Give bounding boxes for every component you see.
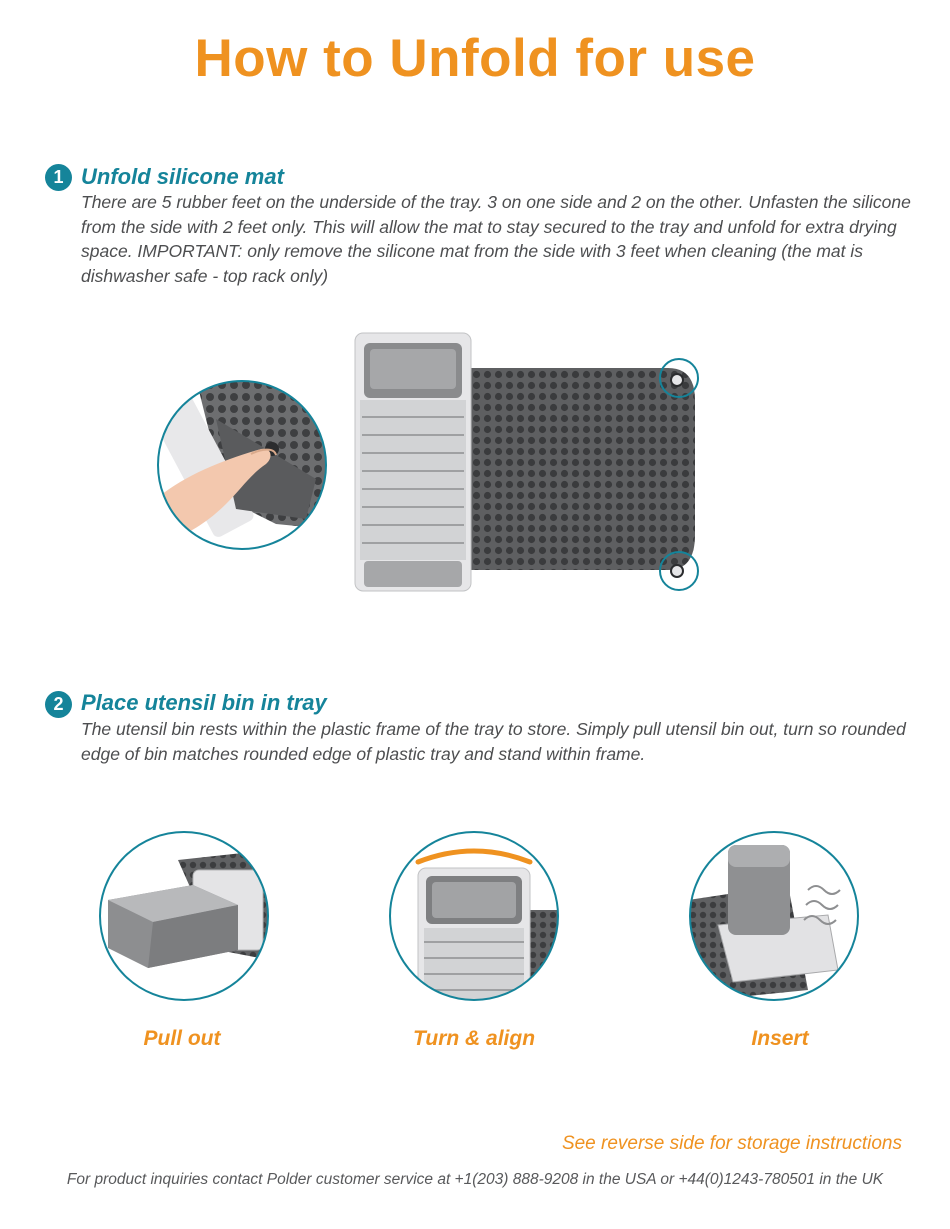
step-2-number-badge: 2: [45, 691, 72, 718]
insert-caption: Insert: [751, 1027, 809, 1050]
pull-out-bin-image: [98, 830, 270, 1002]
mat-unfasten-detail-image: [156, 379, 328, 551]
step-1-text: There are 5 rubber feet on the underside of the tray. 3 on one side and 2 on the other. Unfasten the silicone from the side with 2 feet only. This will allow the mat to stay secured to the tray and unfold for extra drying space. IMPORTANT: only remove the silicone mat from the side with 3 feet when cleaning (the mat is dishwasher safe - top rack only): [81, 192, 911, 286]
customer-service-contact: For product inquiries contact Polder customer service at +1(203) 888-9208 in the USA or +44(0)1243-780501 in the UK: [66, 1171, 884, 1188]
reverse-side-note: See reverse side for storage instructions: [561, 1133, 902, 1154]
insert-bin-image: [688, 830, 860, 1002]
step-1-number-badge: 1: [45, 164, 72, 191]
turn-and-align-bin-image: [388, 830, 560, 1002]
step-2-heading: Place utensil bin in tray: [81, 690, 327, 715]
tray-with-unfolded-mat-image: [350, 325, 700, 595]
step-1-heading: Unfold silicone mat: [81, 164, 284, 189]
turn-and-align-caption: Turn & align: [412, 1027, 536, 1050]
step-2-text: The utensil bin rests within the plastic frame of the tray to store. Simply pull utensil bin out, turn so rounded edge of bin matches rounded edge of plastic tray and stand within frame.: [81, 719, 906, 764]
page-title: How to Unfold for use: [194, 29, 756, 88]
pull-out-caption: Pull out: [143, 1027, 221, 1050]
